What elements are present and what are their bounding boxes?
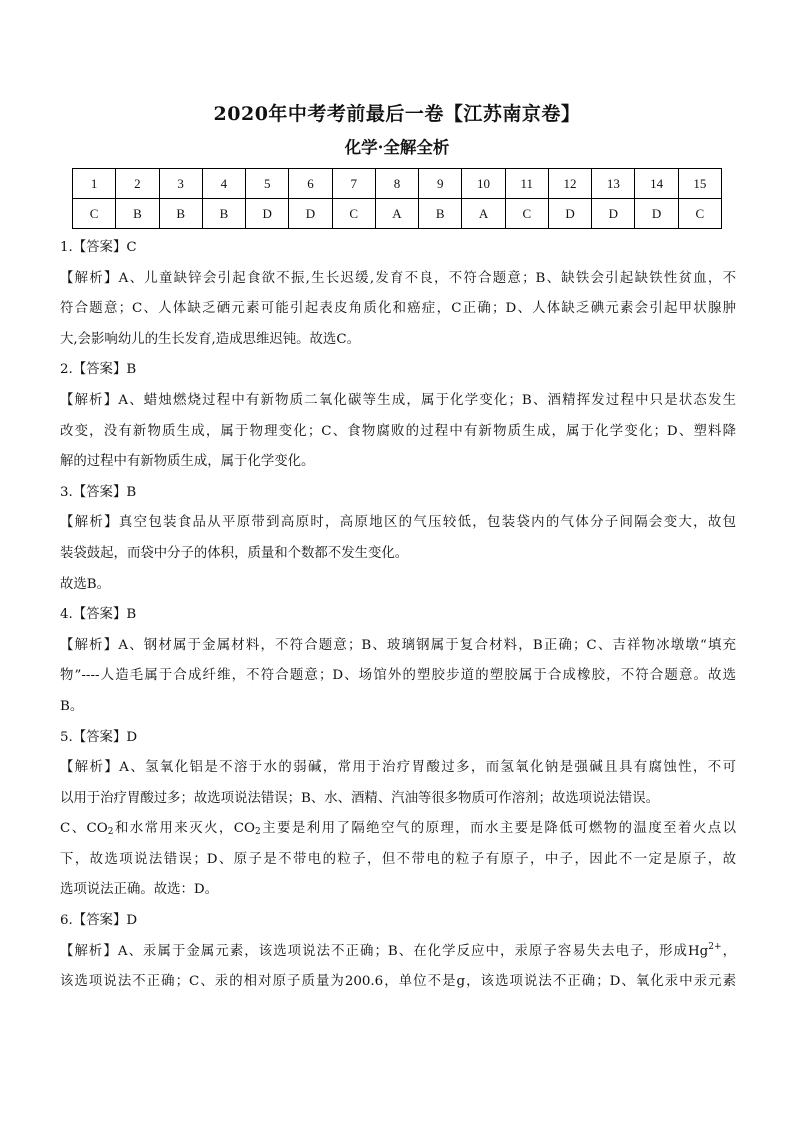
q1-analysis-line: 符合题意；C、人体缺乏硒元素可能引起表皮角质化和癌症，C正确；D、人体缺乏碘元素会引起甲状腺肿: [60, 301, 736, 317]
question-number-cell: 9: [419, 169, 462, 199]
answer-cell: D: [548, 199, 591, 229]
question-number-cell: 15: [678, 169, 721, 199]
answer-cell: D: [246, 199, 289, 229]
q5-analysis-line: [60, 814, 736, 845]
q3-analysis-line: 【解析】真空包装食品从平原带到高原时，高原地区的气压较低，包装袋内的气体分子间隔会变大，故包: [60, 515, 736, 531]
answer-cell: C: [678, 199, 721, 229]
q3-analysis-line: 装袋鼓起，而袋中分子的体积，质量和个数都不发生变化。: [60, 545, 409, 561]
q2-analysis-line: 【解析】A、蜡烛燃烧过程中有新物质二氧化碳等生成，属于化学变化；B、酒精挥发过程中只是状态发生: [60, 392, 736, 408]
question-number-cell: 10: [462, 169, 505, 199]
answer-table-number-row: [73, 169, 722, 199]
q3-answer: 3.【答案】B: [60, 484, 137, 500]
answer-cell: B: [202, 199, 245, 229]
answer-cell: B: [419, 199, 462, 229]
question-number-cell: 7: [332, 169, 375, 199]
answer-cell: B: [159, 199, 202, 229]
question-number-cell: 11: [505, 169, 548, 199]
question-number-cell: 1: [73, 169, 116, 199]
q5-text-part: C、CO: [60, 821, 108, 837]
answer-cell: C: [73, 199, 116, 229]
q4-analysis-line: 物”----人造毛属于合成纤维，不符合题意；D、场馆外的塑胶步道的塑胶属于合成橡胶，不符合题意。故选: [60, 668, 736, 684]
answer-cell: A: [375, 199, 418, 229]
q5-answer: 5.【答案】D: [60, 729, 138, 745]
q5-text-part: 和水常用来灭火，CO: [113, 821, 256, 837]
question-number-cell: 3: [159, 169, 202, 199]
q5-analysis-line: 【解析】A、氢氧化铝是不溶于水的弱碱，常用于治疗胃酸过多，而氢氧化钠是强碱且具有腐蚀性，不可: [60, 760, 736, 776]
q2-analysis-line: 解的过程中有新物质生成，属于化学变化。: [60, 454, 315, 470]
answer-cell: C: [505, 199, 548, 229]
q6-text-part: 【解析】A、汞属于金属元素，该选项说法不正确；B、在化学反应中，汞原子容易失去电子，形成Hg: [60, 943, 709, 959]
question-number-cell: 12: [548, 169, 591, 199]
q6-analysis-line: [60, 937, 736, 968]
answer-cell: A: [462, 199, 505, 229]
q5-text-part: 主要是利用了隔绝空气的原理，而水主要是降低可燃物的温度至着火点以: [260, 821, 736, 837]
question-number-cell: 8: [375, 169, 418, 199]
q6-analysis-line: 该选项说法不正确；C、汞的相对原子质量为200.6，单位不是g，该选项说法不正确；D、氧化汞中汞元素: [60, 974, 736, 990]
q1-answer: 1.【答案】C: [60, 240, 137, 255]
q3-analysis-line: 故选B。: [60, 576, 111, 592]
q1-analysis-line: 大,会影响幼儿的生长发育,造成思维迟钝。故选C。: [60, 331, 360, 347]
q6-text-part: ，: [721, 943, 736, 959]
question-number-cell: 4: [202, 169, 245, 199]
q5-analysis-line: 下，故选项说法错误；D、原子是不带电的粒子，但不带电的粒子有原子，中子，因此不一定是原子，故: [60, 851, 736, 867]
answer-cell: D: [635, 199, 678, 229]
q5-subscript: 2: [255, 827, 261, 838]
q2-analysis-line: 改变，没有新物质生成，属于物理变化；C、食物腐败的过程中有新物质生成，属于化学变化；D、塑料降: [60, 423, 736, 439]
q5-analysis-line: 以用于治疗胃酸过多；故选项说法错误；B、水、酒精、汽油等很多物质可作溶剂；故选项说法错误。: [60, 790, 660, 806]
q2-answer: 2.【答案】B: [60, 362, 137, 378]
question-number-cell: 2: [116, 169, 159, 199]
q6-superscript: 2+: [708, 941, 722, 952]
question-number-cell: 6: [289, 169, 332, 199]
page-subtitle: 化学·全解全析: [344, 138, 450, 157]
page-title: 2020年中考考前最后一卷【江苏南京卷】: [213, 103, 581, 125]
q5-subscript: 2: [107, 827, 114, 838]
question-number-cell: 14: [635, 169, 678, 199]
question-number-cell: 13: [592, 169, 635, 199]
q1-analysis-line: 【解析】A、儿童缺锌会引起食欲不振,生长迟缓,发育不良，不符合题意；B、缺铁会引起缺铁性贫血，不: [60, 270, 736, 286]
q4-analysis-line: B。: [60, 698, 84, 714]
answer-table: [72, 168, 722, 229]
q4-answer: 4.【答案】B: [60, 607, 137, 623]
answer-cell: B: [116, 199, 159, 229]
question-number-cell: 5: [246, 169, 289, 199]
q6-answer: 6.【答案】D: [60, 913, 138, 929]
explanations: [60, 233, 736, 998]
answer-cell: D: [289, 199, 332, 229]
answer-table-answer-row: [73, 199, 722, 229]
q5-analysis-line: 选项说法正确。故选：D。: [60, 882, 219, 898]
q4-analysis-line: 【解析】A、钢材属于金属材料，不符合题意；B、玻璃钢属于复合材料，B正确；C、吉祥物冰墩墩“填充: [60, 637, 736, 653]
answer-cell: C: [332, 199, 375, 229]
answer-cell: D: [592, 199, 635, 229]
